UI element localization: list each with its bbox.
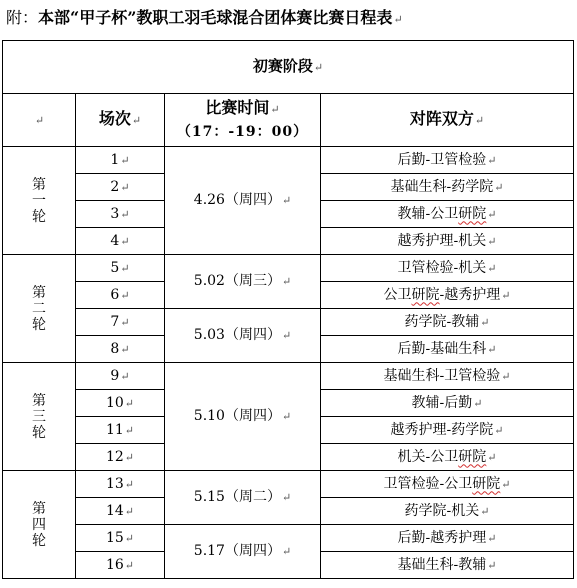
match-number: 15↵ [76, 525, 165, 552]
table-row [3, 255, 574, 282]
opponents: 基础生科-教辅↵ [321, 552, 574, 579]
header-round [3, 94, 76, 147]
paragraph-mark-icon: ↵ [131, 114, 142, 127]
round-cell: 第 三 轮 [3, 363, 76, 471]
round-cell: 第 四 轮 [3, 471, 76, 579]
match-date: 5.17（周四）↵ [165, 525, 321, 579]
document-title [6, 6, 403, 30]
opponents: 越秀护理-机关↵ [321, 228, 574, 255]
table-row [3, 309, 574, 336]
opponents: 后勤-越秀护理↵ [321, 525, 574, 552]
stage-header [3, 41, 574, 94]
opponents: 教辅-公卫研院↵ [321, 201, 574, 228]
header-opponents: 对阵双方↵ [321, 94, 574, 147]
match-number: 1↵ [76, 147, 165, 174]
opponents: 基础生科-卫管检验↵ [321, 363, 574, 390]
match-number: 13↵ [76, 471, 165, 498]
opponents: 卫管检验-机关↵ [321, 255, 574, 282]
match-number: 8↵ [76, 336, 165, 363]
paragraph-mark-icon: ↵ [393, 13, 403, 26]
round-cell: 第 二 轮 [3, 255, 76, 363]
opponents: 后勤-基础生科↵ [321, 336, 574, 363]
match-date: 5.10（周四）↵ [165, 363, 321, 471]
spellcheck-underline: 研院 [472, 475, 501, 492]
match-number: 14↵ [76, 498, 165, 525]
opponents: 卫管检验-公卫研院↵ [321, 471, 574, 498]
match-number: 11↵ [76, 417, 165, 444]
stage-label: 初赛阶段 [252, 57, 313, 75]
paragraph-mark-icon: ↵ [34, 114, 45, 127]
match-date: 5.15（周二）↵ [165, 471, 321, 525]
table-row [3, 525, 574, 552]
opponents: 后勤-卫管检验↵ [321, 147, 574, 174]
match-number: 12↵ [76, 444, 165, 471]
header-time-range: （17：-19：00） [176, 124, 309, 140]
opponents: 药学院-机关↵ [321, 498, 574, 525]
opponents: 公卫研院-越秀护理↵ [321, 282, 574, 309]
match-number: 16↵ [76, 552, 165, 579]
schedule-table [2, 40, 574, 579]
title-main: 本部“甲子杯”教职工羽毛球混合团体赛比赛日程表 [38, 8, 393, 27]
spellcheck-underline: 研院 [411, 286, 440, 303]
table-row [3, 471, 574, 498]
title-prefix: 附： [6, 8, 39, 27]
paragraph-mark-icon: ↵ [270, 103, 280, 116]
spellcheck-underline: 研院 [458, 205, 487, 222]
spellcheck-underline: 研院 [458, 448, 487, 465]
opponents: 药学院-教辅↵ [321, 309, 574, 336]
match-number: 7↵ [76, 309, 165, 336]
match-number: 10↵ [76, 390, 165, 417]
match-number: 9↵ [76, 363, 165, 390]
header-time: 比赛时间↵ （17：-19：00） [165, 94, 321, 147]
paragraph-mark-icon: ↵ [474, 114, 485, 127]
paragraph-mark-icon: ↵ [313, 61, 324, 74]
round-cell: 第 一 轮 [3, 147, 76, 255]
opponents: 机关-公卫研院↵ [321, 444, 574, 471]
match-number: 6↵ [76, 282, 165, 309]
match-number: 4↵ [76, 228, 165, 255]
opponents: 教辅-后勤↵ [321, 390, 574, 417]
match-number: 3↵ [76, 201, 165, 228]
match-number: 2↵ [76, 174, 165, 201]
table-row [3, 363, 574, 390]
opponents: 基础生科-药学院↵ [321, 174, 574, 201]
table-row [3, 147, 574, 174]
match-date: 5.03（周四）↵ [165, 309, 321, 363]
match-number: 5↵ [76, 255, 165, 282]
match-date: 5.02（周三）↵ [165, 255, 321, 309]
header-match: 场次↵ [76, 94, 165, 147]
opponents: 越秀护理-药学院↵ [321, 417, 574, 444]
match-date: 4.26（周四）↵ [165, 147, 321, 255]
